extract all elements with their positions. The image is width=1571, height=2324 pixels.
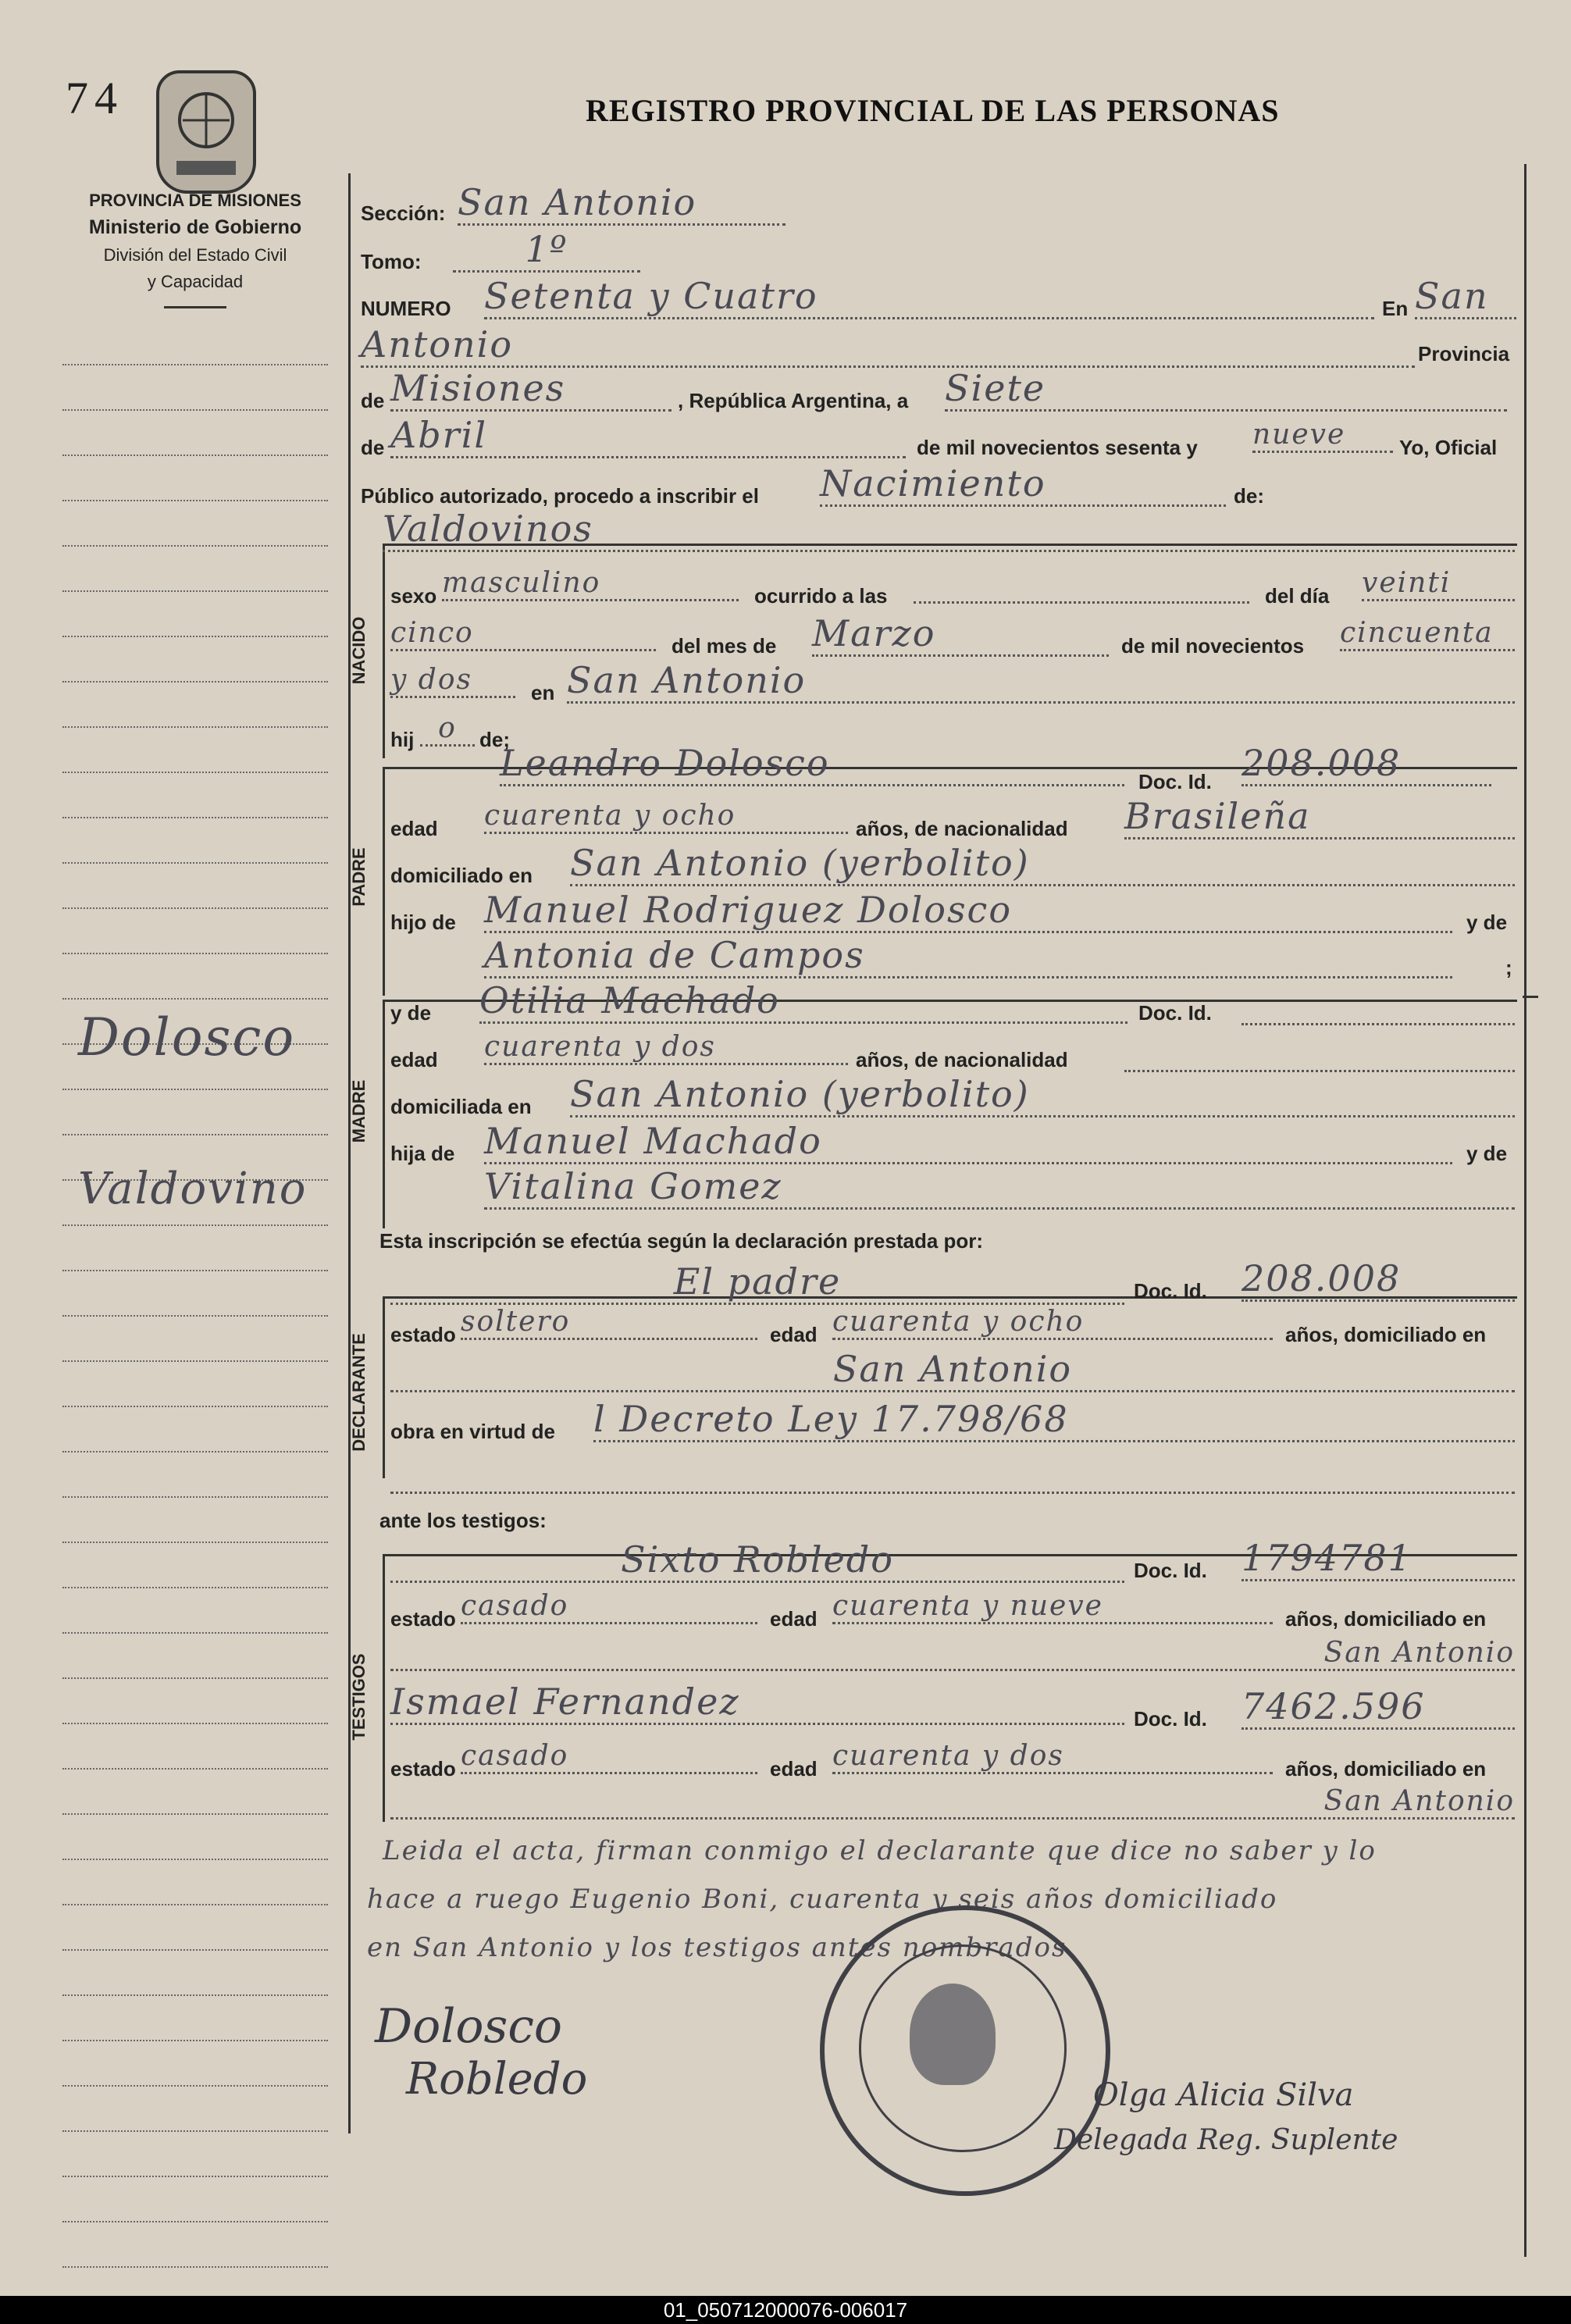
label-testigo1-dom: años, domiciliado en [1285, 1607, 1487, 1631]
label-de-mes: de [361, 436, 385, 459]
label-madre-edad: edad [390, 1048, 438, 1071]
label-publico: Público autorizado, procedo a inscribir el [361, 484, 759, 508]
margin-rule [62, 2176, 328, 2177]
value-testigo1-doc: 1794781 [1241, 1537, 1515, 1581]
margin-rule [62, 1360, 328, 1362]
margin-rule [62, 1859, 328, 1860]
label-republica: , República Argentina, a [678, 389, 909, 412]
margin-rule [62, 409, 328, 411]
ministry-name: Ministerio de Gobierno [88, 216, 302, 238]
main-right-border [1524, 164, 1526, 2257]
value-madre-edad: cuarenta y dos [484, 1031, 848, 1065]
label-padre-y-de: y de [1466, 911, 1508, 934]
label-padre: PADRE [349, 847, 369, 907]
margin-rule [62, 1723, 328, 1724]
label-numero: NUMERO [361, 297, 451, 320]
value-testigo1-domicilio: San Antonio [390, 1637, 1515, 1671]
value-madre-hija-de: Manuel Machado [484, 1120, 1452, 1164]
value-madre-nombre: Otilia Machado [479, 979, 1127, 1024]
value-obra: l Decreto Ley 17.798/68 [593, 1398, 1515, 1442]
label-padre-doc: Doc. Id. [1138, 770, 1212, 793]
value-padre-edad: cuarenta y ocho [484, 800, 848, 834]
margin-rule [62, 1496, 328, 1498]
label-del-dia: del día [1265, 584, 1330, 608]
label-testigo1-estado: estado [390, 1607, 456, 1631]
value-sexo: masculino [442, 567, 739, 601]
value-hora [914, 601, 1249, 604]
value-nacido-anio: cincuenta [1340, 617, 1515, 651]
label-testigo2-doc: Doc. Id. [1134, 1707, 1207, 1731]
label-madre-y-de2: y de [1466, 1142, 1508, 1165]
image-id-footer: 01_050712000076-006017 [0, 2296, 1571, 2324]
value-padre-nombre: Leandro Dolosco [500, 742, 1124, 786]
province-seal-icon [156, 70, 256, 194]
value-declarante-domicilio: San Antonio [390, 1348, 1515, 1392]
margin-rule [62, 953, 328, 954]
value-numero: Setenta y Cuatro [484, 275, 1374, 319]
label-madre-y-de: y de [390, 1001, 432, 1025]
value-testigo2-doc: 7462.596 [1241, 1685, 1515, 1730]
value-madre-nacionalidad [1124, 1070, 1515, 1072]
value-declarante-estado: soltero [461, 1306, 757, 1340]
value-nacido-dia: veinti [1362, 567, 1515, 601]
label-padre-nac: años, de nacionalidad [856, 817, 1068, 840]
margin-rule [62, 2221, 328, 2222]
signature-official-title: Delegada Reg. Suplente [1054, 2124, 1398, 2156]
label-madre: MADRE [349, 1079, 369, 1143]
value-padre-doc: 208.008 [1241, 742, 1491, 786]
label-testigo2-dom: años, domiciliado en [1285, 1757, 1487, 1780]
margin-rule [62, 817, 328, 818]
margin-rule [62, 500, 328, 501]
value-acto: Nacimiento [820, 462, 1226, 507]
margin-rule [62, 1677, 328, 1679]
label-testigo1-edad: edad [770, 1607, 818, 1631]
signature-official: Olga Alicia Silva [1093, 2077, 1354, 2113]
margin-rule [62, 681, 328, 683]
value-nacido-mes: Marzo [812, 612, 1109, 657]
stamp-portrait-icon [910, 1984, 996, 2085]
signature-declarante: Dolosco [375, 1999, 563, 2054]
value-madre-domicilio: San Antonio (yerbolito) [570, 1073, 1515, 1117]
folio-number: 74 [66, 73, 123, 123]
label-ocurrido: ocurrido a las [754, 584, 888, 608]
margin-rule [62, 2130, 328, 2132]
margin-rule [62, 726, 328, 728]
label-en-lugar: en [531, 681, 555, 704]
value-padre-nacionalidad: Brasileña [1124, 795, 1515, 839]
value-mes: Abril [390, 414, 906, 458]
margin-rule [62, 364, 328, 365]
value-declarante-doc: 208.008 [1241, 1257, 1515, 1302]
value-tomo: 1º [453, 228, 640, 273]
margin-rule [62, 1904, 328, 1905]
label-padre-hijo-de: hijo de [390, 911, 456, 934]
label-mil-novecientos: de mil novecientos sesenta y [917, 436, 1198, 459]
margin-rule [62, 1632, 328, 1634]
label-declarante-estado: estado [390, 1323, 456, 1346]
margin-rule [62, 1542, 328, 1543]
value-declarante-nombre: El padre [390, 1260, 1124, 1305]
value-en-cont: Antonio [361, 323, 1415, 368]
value-padre-hijo-de: Manuel Rodriguez Dolosco [484, 889, 1452, 933]
closing-line-2: hace a ruego Eugenio Boni, cuarenta y seis años domiciliado [367, 1884, 1278, 1915]
margin-rule [62, 1949, 328, 1951]
value-testigo2-nombre: Ismael Fernandez [390, 1681, 1124, 1725]
value-anio: nueve [1252, 419, 1393, 453]
blank-line [390, 1492, 1515, 1494]
label-testigo1-doc: Doc. Id. [1134, 1559, 1207, 1582]
tick [1523, 996, 1538, 998]
label-testigo2-estado: estado [390, 1757, 456, 1780]
label-mil-nov2: de mil novecientos [1121, 634, 1305, 658]
margin-rule [62, 545, 328, 547]
label-declarante-doc: Doc. Id. [1134, 1279, 1207, 1303]
value-dia: Siete [945, 367, 1507, 412]
margin-note-name: Valdovino [78, 1164, 308, 1214]
label-inscripcion: Esta inscripción se efectúa según la declaración prestada por: [379, 1229, 984, 1253]
label-obra: obra en virtud de [390, 1420, 555, 1443]
margin-rule [62, 2266, 328, 2268]
value-en: San [1415, 275, 1516, 319]
margin-rule [62, 590, 328, 592]
margin-rule [62, 636, 328, 637]
label-testigo2-edad: edad [770, 1757, 818, 1780]
value-testigo2-domicilio: San Antonio [390, 1785, 1515, 1820]
margin-rule [62, 1813, 328, 1815]
closing-line-3: en San Antonio y los testigos antes nombrados. [367, 1932, 1078, 1963]
label-de-colon: de: [1234, 484, 1264, 508]
margin-rule [62, 1134, 328, 1135]
label-del-mes: del mes de [672, 634, 777, 658]
margin-rule [62, 1587, 328, 1588]
value-nacido-lugar: San Antonio [567, 659, 1515, 704]
value-madre-y-de: Vitalina Gomez [484, 1165, 1515, 1210]
margin-rule [62, 1406, 328, 1407]
value-testigo1-estado: casado [461, 1590, 757, 1624]
margin-rule [62, 1224, 328, 1226]
label-madre-hija-de: hija de [390, 1142, 455, 1165]
label-seccion: Sección: [361, 201, 446, 225]
document-title: REGISTRO PROVINCIAL DE LAS PERSONAS [586, 93, 1280, 128]
label-yo-oficial: Yo, Oficial [1399, 436, 1498, 459]
label-hij: hij [390, 728, 415, 751]
label-padre-semicolon: ; [1505, 956, 1512, 979]
value-nacido-anio-cont: y dos [390, 664, 515, 698]
value-padre-domicilio: San Antonio (yerbolito) [570, 842, 1515, 886]
margin-rule [62, 2085, 328, 2087]
value-provincia: Misiones [390, 367, 672, 412]
margin-rule [62, 998, 328, 1000]
label-provincia: Provincia [1418, 342, 1510, 365]
label-declarante: DECLARANTE [349, 1333, 369, 1452]
label-ante: ante los testigos: [379, 1509, 547, 1532]
division-capacity: y Capacidad [147, 272, 244, 291]
value-testigo1-nombre: Sixto Robledo [390, 1538, 1124, 1583]
label-padre-domicilio: domiciliado en [390, 864, 533, 887]
label-madre-nac: años, de nacionalidad [856, 1048, 1068, 1071]
label-nacido: NACIDO [349, 616, 369, 685]
margin-rule [62, 1270, 328, 1271]
label-de-semi: de; [479, 728, 510, 751]
margin-rule [62, 772, 328, 773]
value-seccion: San Antonio [458, 181, 786, 226]
value-hij: o [420, 712, 475, 747]
margin-rule [62, 1994, 328, 1996]
province-name: PROVINCIA DE MISIONES [89, 191, 301, 210]
value-testigo2-estado: casado [461, 1740, 757, 1774]
division-name: División del Estado Civil [103, 245, 287, 265]
margin-rule [62, 1315, 328, 1317]
label-madre-doc: Doc. Id. [1138, 1001, 1212, 1025]
margin-rule [62, 907, 328, 909]
label-testigos: TESTIGOS [349, 1653, 369, 1741]
value-testigo1-edad: cuarenta y nueve [832, 1590, 1273, 1624]
label-sexo: sexo [390, 584, 437, 608]
label-tomo: Tomo: [361, 250, 422, 273]
margin-note-surname: Dolosco [78, 1007, 296, 1068]
value-nombre: Valdovinos [383, 508, 1515, 552]
margin-rule [62, 1089, 328, 1090]
closing-line-1: Leida el acta, firman conmigo el declarante que dice no saber y lo [383, 1835, 1377, 1866]
margin-rule [62, 1451, 328, 1452]
label-de-provincia: de [361, 389, 385, 412]
signature-testigo: Robledo [406, 2054, 588, 2105]
label-declarante-dom: años, domiciliado en [1285, 1323, 1487, 1346]
value-declarante-edad: cuarenta y ocho [832, 1306, 1273, 1340]
margin-rule [62, 1768, 328, 1770]
value-padre-y-de: Antonia de Campos [484, 934, 1452, 978]
label-en: En [1382, 297, 1409, 320]
label-declarante-edad: edad [770, 1323, 818, 1346]
value-nacido-dia-cont: cinco [390, 617, 656, 651]
value-madre-doc [1241, 1023, 1515, 1025]
value-testigo2-edad: cuarenta y dos [832, 1740, 1273, 1774]
margin-rule [62, 862, 328, 864]
label-madre-domicilio: domiciliada en [390, 1095, 532, 1118]
margin-rule [62, 454, 328, 456]
header-divider [164, 306, 226, 308]
label-padre-edad: edad [390, 817, 438, 840]
margin-rule [62, 2040, 328, 2041]
